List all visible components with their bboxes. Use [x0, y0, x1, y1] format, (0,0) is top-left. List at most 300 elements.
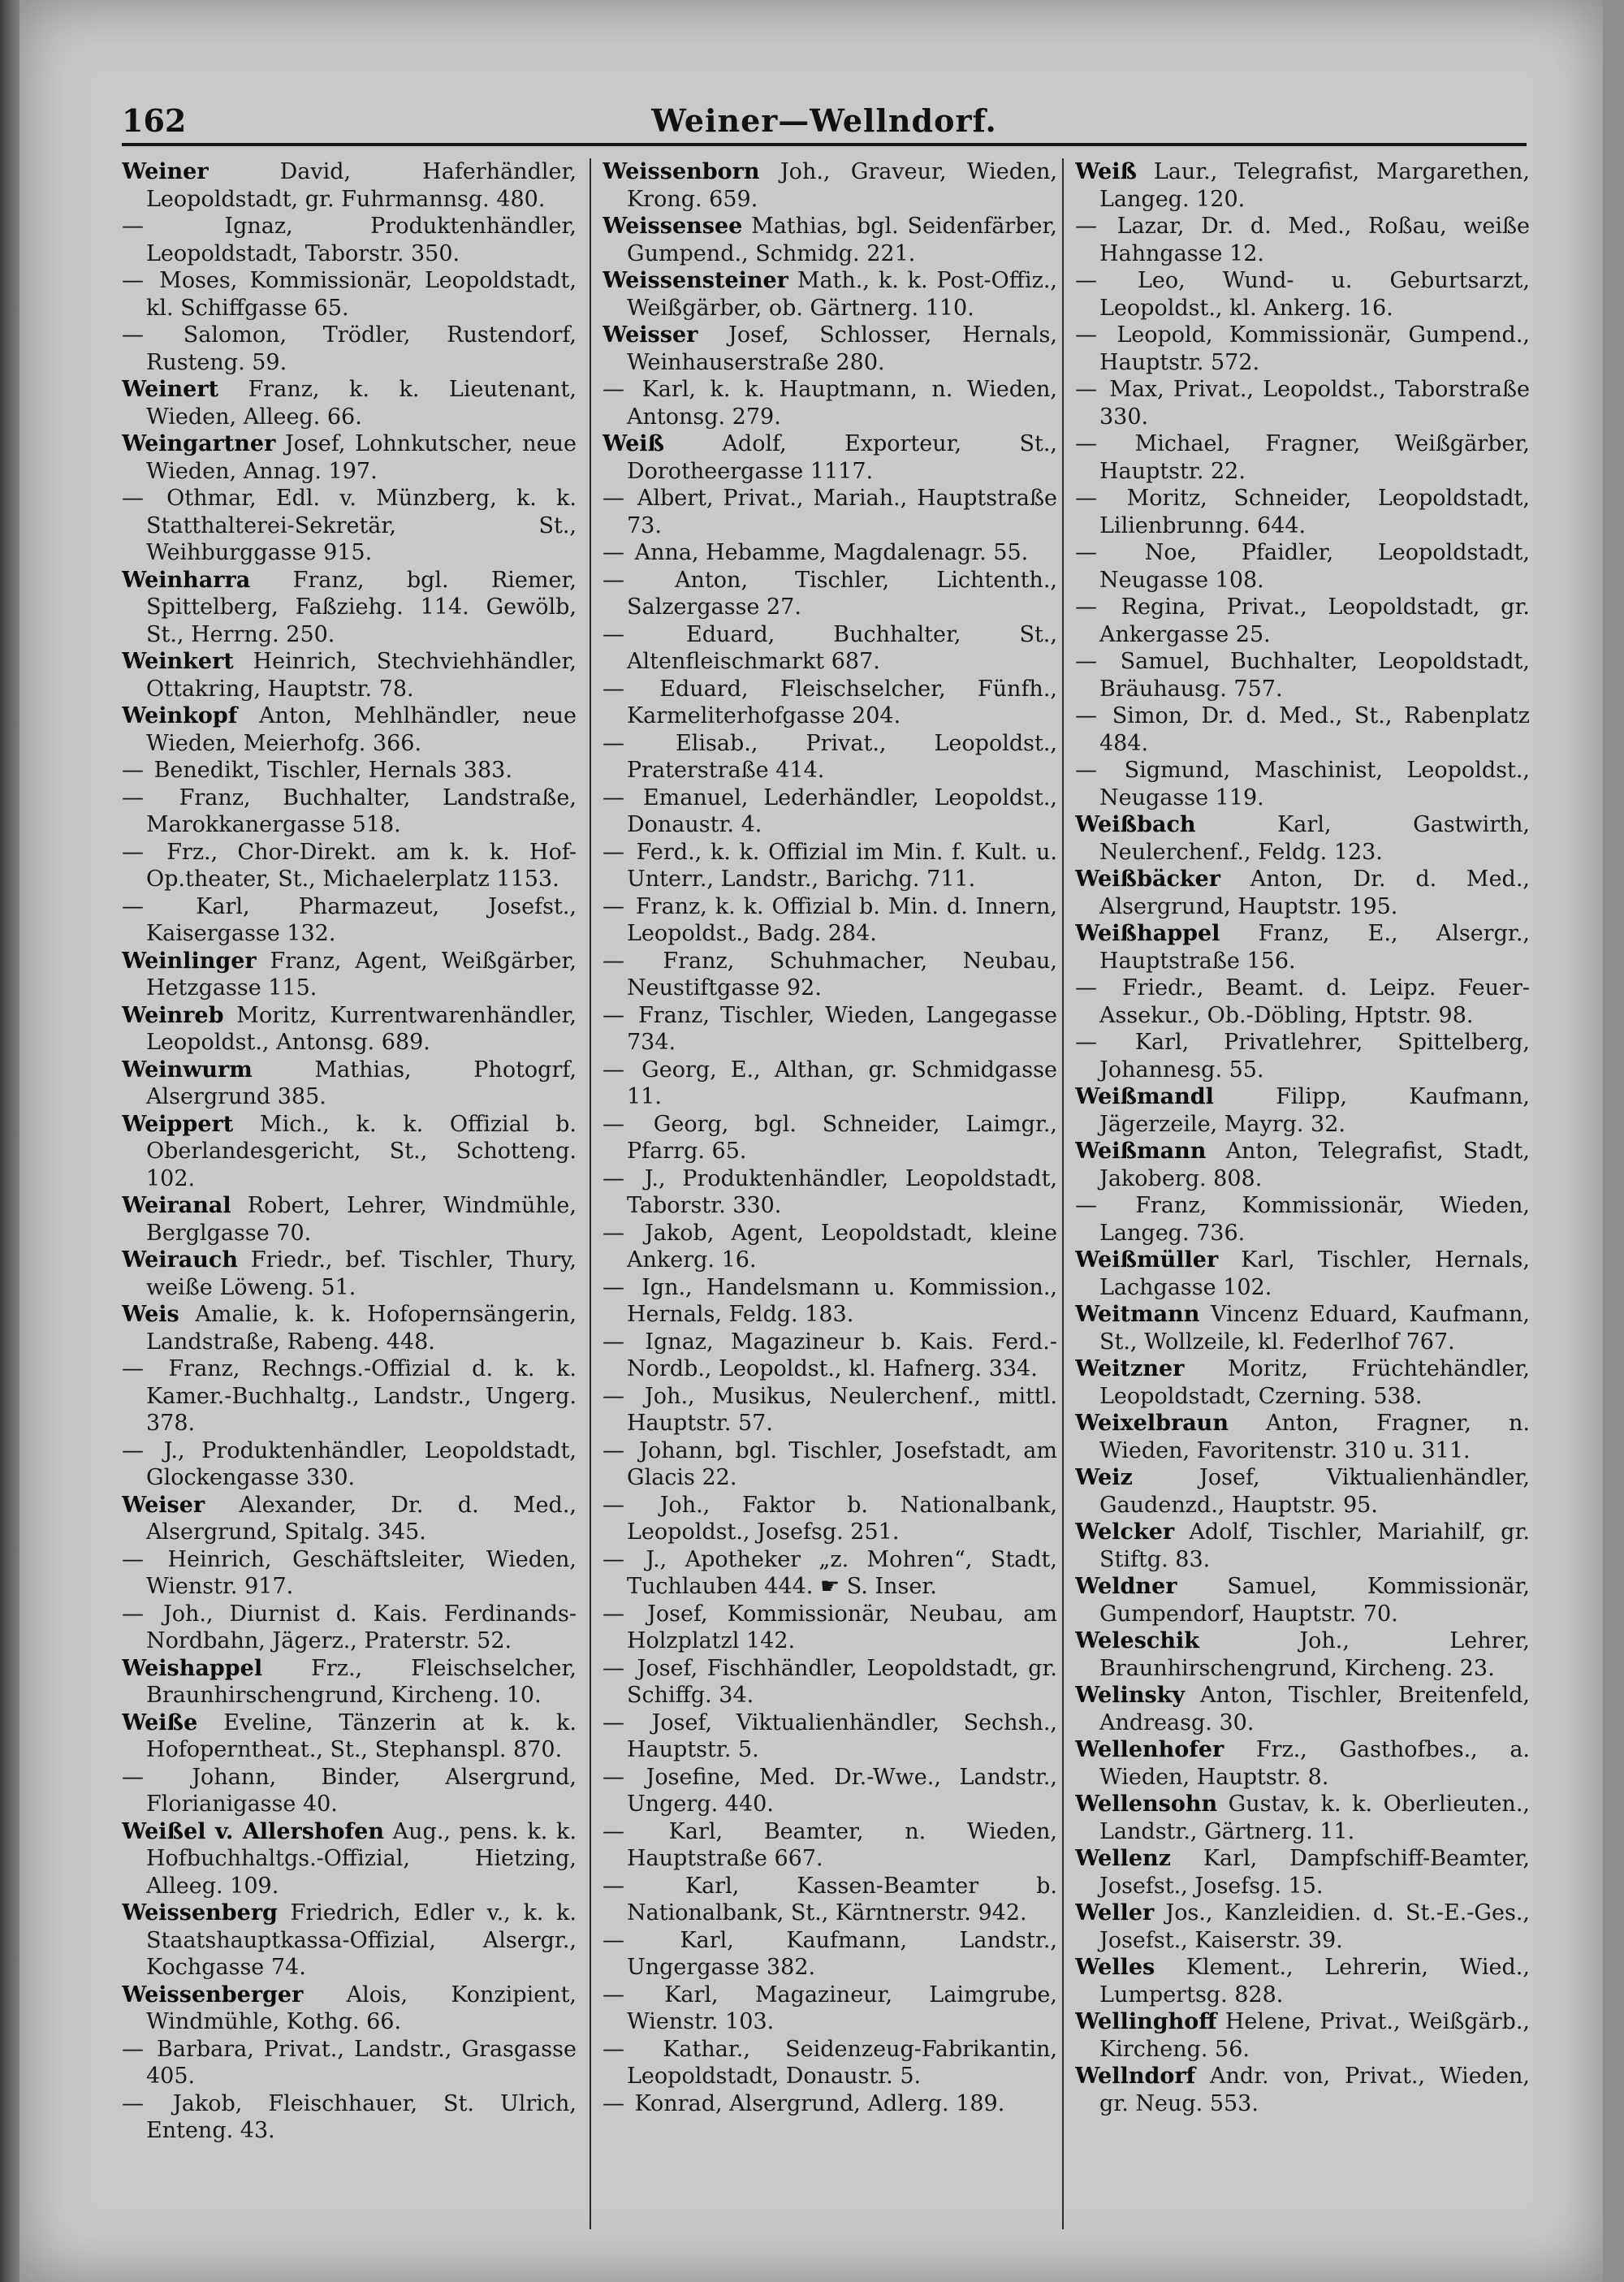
entry-details: Samuel, Buchhalter, Leopoldstadt, Bräuhausg. 757. [1099, 649, 1530, 702]
entry-details: Moritz, Kurrentwarenhändler, Leopoldst., Antonsg. 689. [146, 1002, 577, 1055]
directory-entry [1075, 158, 1530, 213]
entry-details: Mich., k. k. Offizial b. Oberlandesgericht, St., Schotteng. 102. [146, 1111, 577, 1191]
directory-entry [603, 948, 1057, 1002]
directory-entry [603, 322, 1057, 376]
ditto-dash: — [603, 1927, 624, 1953]
entry-details: Alexander, Dr. d. Med., Alsergrund, Spitalg. 345. [146, 1492, 577, 1545]
entry-surname: Weingartner [122, 431, 276, 456]
entry-details: Franz, Rechngs.-Offizial d. k. k. Kamer.-Buchhaltg., Landstr., Ungerg. 378. [146, 1356, 577, 1436]
directory-entry [603, 1383, 1057, 1437]
directory-entry [122, 1655, 577, 1709]
entry-surname: Weis [122, 1302, 179, 1327]
ditto-dash: — [1075, 486, 1097, 511]
ditto-dash: — [603, 839, 624, 865]
directory-entry [603, 1546, 1057, 1601]
directory-entry [603, 784, 1057, 839]
directory-entry [1075, 648, 1530, 702]
entry-details: Lazar, Dr. d. Med., Roßau, weiße Hahngasse 12. [1099, 214, 1530, 266]
ditto-dash: — [122, 2090, 144, 2116]
entry-surname: Weissenberg [122, 1900, 278, 1925]
directory-entry [122, 1492, 577, 1546]
directory-entry [603, 567, 1057, 621]
entry-surname: Weißhappel [1075, 921, 1220, 946]
ditto-dash: — [1075, 268, 1097, 293]
entry-details: Josef, Lohnkutscher, neue Wieden, Annag. 197. [146, 431, 577, 484]
entry-details: Franz, k. k. Offizial b. Min. d. Innern, Leopoldst., Badg. 284. [627, 893, 1057, 946]
entry-surname: Welcker [1075, 1519, 1175, 1545]
ditto-dash: — [603, 676, 624, 702]
ditto-dash: — [122, 2036, 144, 2062]
entry-surname: Weitmann [1075, 1302, 1200, 1327]
entry-surname: Weissenberger [122, 1982, 304, 2008]
column-2 [603, 158, 1057, 2245]
ditto-dash: — [603, 1329, 624, 1355]
directory-entry [1075, 430, 1530, 485]
directory-entry [122, 2090, 577, 2145]
entry-details: Franz, k. k. Lieutenant, Wieden, Alleeg. 66. [146, 377, 577, 430]
directory-entry [1075, 322, 1530, 376]
directory-entry [603, 730, 1057, 784]
directory-entry [603, 1818, 1057, 1873]
entry-details: Benedikt, Tischler, Hernals 383. [153, 758, 512, 783]
directory-entry [603, 485, 1057, 539]
entry-details: Ignaz, Magazineur b. Kais. Ferd.-Nordb., Leopoldst., kl. Hafnerg. 334. [627, 1329, 1057, 1381]
entry-surname: Weirauch [122, 1247, 238, 1273]
entry-details: Anna, Hebamme, Magdalenagr. 55. [634, 540, 1029, 565]
entry-details: Aug., pens. k. k. Hofbuchhaltgs.-Offizial, Hietzing, Alleeg. 109. [146, 1818, 577, 1899]
entry-details: Georg, bgl. Schneider, Laimgr., Pfarrg. 65. [627, 1111, 1057, 1164]
entry-details: Jakob, Fleischhauer, St. Ulrich, Enteng. 43. [146, 2090, 577, 2143]
entry-details: Anton, Fragner, n. Wieden, Favoritenstr. 310 u. 311. [1099, 1411, 1530, 1463]
entry-surname: Weinert [122, 377, 219, 402]
ditto-dash: — [603, 784, 624, 810]
entry-details: Friedr., bef. Tischler, Thury, weiße Löweng. 51. [146, 1247, 577, 1300]
entry-surname: Weippert [122, 1111, 234, 1137]
ditto-dash: — [603, 1492, 624, 1518]
ditto-dash: — [603, 540, 624, 565]
entry-details: Leo, Wund- u. Geburtsarzt, Leopoldst., kl. Ankerg. 16. [1099, 268, 1530, 321]
ditto-dash: — [1075, 703, 1097, 728]
directory-entry [1075, 1029, 1530, 1083]
directory-entry [122, 158, 577, 213]
directory-entry [603, 1274, 1057, 1329]
directory-entry [122, 893, 577, 948]
entry-details: Klement., Lehrerin, Wied., Lumpertsg. 828. [1099, 1955, 1530, 2008]
ditto-dash: — [122, 1601, 144, 1627]
entry-details: Franz, E., Alsergr., Hauptstraße 156. [1099, 921, 1530, 974]
entry-details: Laur., Telegrafist, Margarethen, Langeg. 120. [1099, 159, 1530, 212]
directory-entry [122, 267, 577, 322]
entry-surname: Weldner [1075, 1574, 1177, 1599]
entry-details: Moritz, Schneider, Leopoldstadt, Lilienbrunng. 644. [1099, 486, 1530, 538]
directory-entry [603, 1873, 1057, 1927]
ditto-dash: — [122, 1764, 144, 1790]
directory-entry [1075, 594, 1530, 648]
entry-details: J., Produktenhändler, Leopoldstadt, Glockengasse 330. [146, 1437, 577, 1490]
ditto-dash: — [122, 1546, 144, 1572]
ditto-dash: — [122, 1437, 144, 1463]
entry-details: Josef, Viktualienhändler, Sechsh., Hauptstr. 5. [627, 1709, 1057, 1762]
entry-details: Franz, Tischler, Wieden, Langegasse 734. [627, 1002, 1057, 1055]
entry-details: Karl, k. k. Hauptmann, n. Wieden, Antonsg. 279. [627, 377, 1057, 430]
ditto-dash: — [603, 621, 624, 647]
entry-details: Karl, Kaufmann, Landstr., Ungergasse 382. [627, 1927, 1057, 1980]
directory-entry [603, 2090, 1057, 2118]
ditto-dash: — [1075, 377, 1097, 402]
entry-details: Eveline, Tänzerin at k. k. Hofoperntheat., St., Stephanspl. 870. [146, 1709, 577, 1762]
directory-entry [122, 376, 577, 430]
directory-entry [1075, 2063, 1530, 2117]
directory-entry [122, 1192, 577, 1247]
entry-details: Salomon, Trödler, Rustendorf, Rusteng. 59. [146, 322, 577, 375]
directory-entry [1075, 1355, 1530, 1410]
directory-entry [603, 1982, 1057, 2036]
entry-details: Gustav, k. k. Oberlieuten., Landstr., Gärtnerg. 11. [1099, 1791, 1530, 1844]
directory-entry [122, 1057, 577, 1111]
entry-surname: Weinkopf [122, 703, 238, 728]
directory-entry [1075, 213, 1530, 267]
entry-details: Eduard, Fleischselcher, Fünfh., Karmeliterhofgasse 204. [627, 676, 1057, 728]
directory-entry [122, 948, 577, 1002]
ditto-dash: — [603, 2090, 624, 2116]
ditto-dash: — [603, 893, 624, 919]
ditto-dash: — [122, 839, 144, 865]
entry-details: Ign., Handelsmann u. Kommission., Hernals, Feldg. 183. [627, 1274, 1057, 1327]
directory-entry [1075, 1736, 1530, 1791]
ditto-dash: — [603, 1982, 624, 2008]
ditto-dash: — [122, 893, 144, 919]
entry-details: Moritz, Früchtehändler, Leopoldstadt, Czerning. 538. [1099, 1356, 1530, 1409]
ditto-dash: — [603, 1655, 624, 1681]
directory-entry [1075, 1900, 1530, 1954]
entry-details: Anton, Dr. d. Med., Alsergrund, Hauptstr. 195. [1099, 867, 1530, 919]
directory-entry [122, 1900, 577, 1982]
ditto-dash: — [603, 1818, 624, 1844]
directory-entry [122, 1709, 577, 1764]
entry-details: Joh., Graveur, Wieden, Krong. 659. [627, 159, 1057, 212]
entry-surname: Weissenborn [603, 159, 760, 184]
directory-entry [122, 1982, 577, 2036]
directory-entry [122, 2036, 577, 2090]
entry-details: Alois, Konzipient, Windmühle, Kothg. 66. [146, 1982, 577, 2034]
entry-surname: Welles [1075, 1955, 1155, 1980]
directory-entry [122, 1247, 577, 1301]
entry-surname: Weissensee [603, 214, 743, 239]
ditto-dash: — [1075, 594, 1097, 620]
directory-entry [603, 1492, 1057, 1546]
directory-entry [122, 784, 577, 839]
directory-entry [122, 567, 577, 649]
directory-entry [603, 430, 1057, 485]
entry-details: Regina, Privat., Leopoldstadt, gr. Ankergasse 25. [1099, 594, 1530, 647]
directory-entry [1075, 1573, 1530, 1627]
entry-surname: Weller [1075, 1900, 1155, 1925]
entry-surname: Weiße [122, 1709, 198, 1735]
ditto-dash: — [603, 2036, 624, 2062]
directory-entry [122, 1546, 577, 1601]
ditto-dash: — [603, 1274, 624, 1300]
entry-details: Ignaz, Produktenhändler, Leopoldstadt, Taborstr. 350. [146, 214, 577, 266]
entry-details: Heinrich, Stechviehhändler, Ottakring, Hauptstr. 78. [146, 649, 577, 702]
ditto-dash: — [1075, 322, 1097, 348]
directory-entry [1075, 1682, 1530, 1736]
directory-entry [603, 621, 1057, 676]
entry-details: Elisab., Privat., Leopoldst., Praterstraße 414. [627, 730, 1057, 783]
page-number: 162 [122, 102, 187, 139]
directory-entry [603, 839, 1057, 893]
entry-surname: Weisser [603, 322, 698, 348]
ditto-dash: — [1075, 975, 1097, 1001]
entry-details: Friedr., Beamt. d. Leipz. Feuer-Assekur., Ob.-Döbling, Hptstr. 98. [1099, 975, 1530, 1028]
entry-surname: Weleschik [1075, 1628, 1199, 1653]
entry-details: Franz, Kommissionär, Wieden, Langeg. 736. [1099, 1193, 1530, 1246]
entry-surname: Weißmüller [1075, 1247, 1219, 1273]
directory-entry [603, 1329, 1057, 1383]
entry-details: Michael, Fragner, Weißgärber, Hauptstr. 22. [1099, 431, 1530, 484]
entry-surname: Weixelbraun [1075, 1411, 1229, 1436]
entry-details: Franz, Schuhmacher, Neubau, Neustiftgasse 92. [627, 948, 1057, 1001]
directory-entry [1075, 1410, 1530, 1464]
directory-entry [122, 757, 577, 784]
column-divider [590, 158, 591, 2229]
header-rule [122, 143, 1527, 146]
directory-entry [603, 158, 1057, 213]
entry-details: Frz., Fleischselcher, Braunhirschengrund, Kircheng. 10. [146, 1655, 577, 1708]
entry-details: Robert, Lehrer, Windmühle, Berglgasse 70. [146, 1193, 577, 1246]
entry-details: Joh., Faktor b. Nationalbank, Leopoldst., Josefsg. 251. [627, 1492, 1057, 1545]
ditto-dash: — [1075, 649, 1097, 674]
directory-entry [122, 322, 577, 376]
entry-details: Max, Privat., Leopoldst., Taborstraße 330. [1099, 377, 1530, 430]
directory-entry [122, 1601, 577, 1655]
entry-details: Albert, Privat., Mariah., Hauptstraße 73. [627, 486, 1057, 538]
directory-entry [603, 1927, 1057, 1982]
directory-entry [122, 702, 577, 757]
entry-details: Barbara, Privat., Landstr., Grasgasse 405. [146, 2036, 577, 2089]
entry-surname: Weissensteiner [603, 268, 788, 293]
directory-entry [1075, 1954, 1530, 2008]
entry-details: Filipp, Kaufmann, Jägerzeile, Mayrg. 32. [1099, 1084, 1530, 1137]
directory-entry [1075, 267, 1530, 322]
entry-details: Frz., Chor-Direkt. am k. k. Hof-Op.theater, St., Michaelerplatz 1153. [146, 839, 577, 892]
ditto-dash: — [1075, 431, 1097, 456]
ditto-dash: — [603, 1709, 624, 1735]
entry-details: Adolf, Tischler, Mariahilf, gr. Stiftg. 83. [1099, 1519, 1530, 1572]
directory-entry [603, 1111, 1057, 1165]
column-divider [1062, 158, 1064, 2229]
entry-details: Andr. von, Privat., Wieden, gr. Neug. 553. [1099, 2064, 1530, 2116]
entry-details: Johann, Binder, Alsergrund, Florianigasse 40. [146, 1764, 577, 1817]
directory-entry [1075, 1627, 1530, 1682]
directory-entry [603, 376, 1057, 430]
entry-details: Ferd., k. k. Offizial im Min. f. Kult. u. Unterr., Landstr., Barichg. 711. [627, 839, 1057, 892]
directory-columns [122, 158, 1530, 2245]
ditto-dash: — [122, 1356, 144, 1381]
ditto-dash: — [603, 1601, 624, 1627]
directory-entry [603, 1220, 1057, 1274]
entry-details: Karl, Tischler, Hernals, Lachgasse 102. [1099, 1247, 1530, 1300]
entry-details: Math., k. k. Post-Offiz., Weißgärber, ob. Gärtnerg. 110. [627, 268, 1057, 321]
entry-details: Mathias, Photogrf, Alsergrund 385. [146, 1057, 577, 1109]
directory-entry [1075, 1083, 1530, 1138]
directory-entry [122, 1111, 577, 1193]
entry-details: Karl, Magazineur, Laimgrube, Wienstr. 103. [627, 1982, 1057, 2034]
entry-details: Mathias, bgl. Seidenfärber, Gumpend., Schmidg. 221. [627, 214, 1057, 266]
entry-details: Jos., Kanzleidien. d. St.-E.-Ges., Josefst., Kaiserstr. 39. [1099, 1900, 1530, 1953]
directory-entry [1075, 811, 1530, 866]
directory-entry [1075, 485, 1530, 539]
book-binding-edge [0, 0, 19, 2282]
directory-entry [122, 1002, 577, 1057]
directory-entry [1075, 757, 1530, 811]
directory-entry [122, 1764, 577, 1818]
directory-entry [122, 839, 577, 893]
directory-entry [603, 676, 1057, 730]
entry-details: Friedrich, Edler v., k. k. Staatshauptkassa-Offizial, Alsergr., Kochgasse 74. [146, 1900, 577, 1980]
page-header [122, 97, 1527, 146]
entry-details: Anton, Tischler, Breitenfeld, Andreasg. 30. [1099, 1683, 1530, 1735]
directory-entry [603, 1655, 1057, 1709]
ditto-dash: — [1075, 758, 1097, 783]
directory-entry [603, 1764, 1057, 1818]
ditto-dash: — [122, 268, 144, 293]
entry-surname: Weitzner [1075, 1356, 1185, 1381]
entry-surname: Weinlinger [122, 948, 257, 974]
ditto-dash: — [603, 1546, 624, 1572]
entry-details: J., Produktenhändler, Leopoldstadt, Taborstr. 330. [627, 1165, 1057, 1218]
ditto-dash: — [603, 1111, 624, 1137]
directory-entry [603, 267, 1057, 322]
directory-entry [1075, 975, 1530, 1029]
directory-entry [603, 1437, 1057, 1492]
entry-details: Karl, Gastwirth, Neulerchenf., Feldg. 123. [1099, 812, 1530, 865]
entry-details: Franz, Agent, Weißgärber, Hetzgasse 115. [146, 948, 577, 1001]
directory-entry [603, 1165, 1057, 1220]
entry-surname: Weiß [1075, 159, 1138, 184]
ditto-dash: — [122, 784, 144, 810]
entry-details: Johann, bgl. Tischler, Josefstadt, am Glacis 22. [627, 1437, 1057, 1490]
entry-details: Othmar, Edl. v. Münzberg, k. k. Statthalterei-Sekretär, St., Weihburggasse 915. [146, 486, 577, 565]
entry-surname: Weißmann [1075, 1139, 1207, 1164]
entry-surname: Weißmandl [1075, 1084, 1214, 1109]
column-1 [122, 158, 577, 2245]
entry-details: Sigmund, Maschinist, Leopoldst., Neugasse 119. [1099, 758, 1530, 810]
entry-details: Georg, E., Althan, gr. Schmidgasse 11. [627, 1057, 1057, 1109]
entry-surname: Wellenz [1075, 1846, 1171, 1871]
directory-entry [122, 1355, 577, 1437]
entry-surname: Wellndorf [1075, 2064, 1196, 2089]
entry-details: Eduard, Buchhalter, St., Altenfleischmarkt 687. [627, 621, 1057, 674]
directory-entry [603, 1002, 1057, 1057]
ditto-dash: — [603, 1057, 624, 1083]
ditto-dash: — [603, 1220, 624, 1246]
directory-entry [603, 539, 1057, 567]
directory-entry [603, 2036, 1057, 2090]
directory-entry [603, 213, 1057, 267]
ditto-dash: — [1075, 540, 1097, 565]
entry-surname: Weißel v. Allershofen [122, 1818, 384, 1844]
directory-entry [1075, 376, 1530, 430]
directory-entry [1075, 702, 1530, 757]
ditto-dash: — [122, 758, 144, 783]
entry-surname: Weiß [603, 431, 665, 456]
entry-details: Franz, Buchhalter, Landstraße, Marokkanergasse 518. [146, 784, 577, 837]
entry-details: Leopold, Kommissionär, Gumpend., Hauptstr. 572. [1099, 322, 1530, 375]
directory-entry [122, 648, 577, 702]
running-title: Weiner—Wellndorf. [651, 102, 997, 139]
entry-details: Josef, Schlosser, Hernals, Weinhauserstraße 280. [627, 322, 1057, 375]
ditto-dash: — [603, 377, 624, 402]
ditto-dash: — [603, 948, 624, 974]
entry-details: Adolf, Exporteur, St., Dorotheergasse 1117. [627, 431, 1057, 484]
directory-entry [1075, 1845, 1530, 1900]
entry-details: Karl, Privatlehrer, Spittelberg, Johannesg. 55. [1099, 1030, 1530, 1083]
entry-surname: Weißbach [1075, 812, 1196, 837]
entry-surname: Weiser [122, 1492, 205, 1518]
entry-surname: Weiranal [122, 1193, 231, 1218]
entry-details: Anton, Telegrafist, Stadt, Jakoberg. 808. [1099, 1139, 1530, 1191]
entry-details: Jakob, Agent, Leopoldstadt, kleine Ankerg. 16. [627, 1220, 1057, 1273]
entry-details: Anton, Mehlhändler, neue Wieden, Meierhofg. 366. [146, 703, 577, 756]
entry-details: Samuel, Kommissionär, Gumpendorf, Hauptstr. 70. [1099, 1574, 1530, 1627]
directory-entry [1075, 1247, 1530, 1301]
directory-entry [1075, 1519, 1530, 1573]
directory-entry [122, 1301, 577, 1355]
entry-surname: Welinsky [1075, 1683, 1186, 1708]
ditto-dash: — [603, 1002, 624, 1028]
entry-details: Karl, Dampfschiff-Beamter, Josefst., Josefsg. 15. [1099, 1846, 1530, 1899]
entry-details: J., Apotheker „z. Mohren“, Stadt, Tuchlauben 444. ☛ S. Inser. [627, 1546, 1057, 1599]
entry-surname: Weiz [1075, 1465, 1133, 1490]
directory-entry [122, 485, 577, 567]
entry-surname: Weishappel [122, 1655, 263, 1681]
directory-entry [603, 893, 1057, 948]
entry-details: Karl, Pharmazeut, Josefst., Kaisergasse 132. [146, 893, 577, 946]
entry-details: Konrad, Alsergrund, Adlerg. 189. [634, 2090, 1005, 2116]
entry-details: Vincenz Eduard, Kaufmann, St., Wollzeile, kl. Federlhof 767. [1099, 1302, 1530, 1355]
entry-details: Joh., Lehrer, Braunhirschengrund, Kircheng. 23. [1099, 1628, 1530, 1681]
directory-entry [1075, 866, 1530, 920]
directory-entry [1075, 920, 1530, 975]
ditto-dash: — [1075, 214, 1097, 239]
directory-entry [603, 1057, 1057, 1111]
entry-details: Simon, Dr. d. Med., St., Rabenplatz 484. [1099, 703, 1530, 756]
entry-surname: Weinreb [122, 1002, 224, 1028]
entry-details: Josef, Kommissionär, Neubau, am Holzplatzl 142. [627, 1601, 1057, 1653]
ditto-dash: — [603, 1165, 624, 1191]
entry-details: Helene, Privat., Weißgärb., Kircheng. 56. [1099, 2009, 1530, 2062]
ditto-dash: — [122, 322, 144, 348]
entry-details: Franz, bgl. Riemer, Spittelberg, Faßziehg. 114. Gewölb, St., Herrng. 250. [146, 567, 577, 647]
ditto-dash: — [603, 730, 624, 756]
directory-entry [1075, 1138, 1530, 1192]
directory-entry [1075, 1791, 1530, 1845]
ditto-dash: — [603, 486, 624, 511]
directory-entry [122, 430, 577, 485]
directory-entry [1075, 2008, 1530, 2063]
entry-surname: Weinharra [122, 567, 251, 593]
entry-surname: Wellinghoff [1075, 2009, 1217, 2034]
entry-details: Josef, Fischhändler, Leopoldstadt, gr. Schiffg. 34. [627, 1655, 1057, 1708]
entry-surname: Weiner [122, 159, 209, 184]
entry-details: Frz., Gasthofbes., a. Wieden, Hauptstr. 8. [1099, 1737, 1530, 1790]
ditto-dash: — [1075, 1193, 1097, 1218]
entry-details: David, Haferhändler, Leopoldstadt, gr. Fuhrmannsg. 480. [146, 159, 577, 212]
entry-details: Amalie, k. k. Hofopernsängerin, Landstraße, Rabeng. 448. [146, 1302, 577, 1355]
ditto-dash: — [603, 1764, 624, 1790]
directory-entry [122, 213, 577, 267]
directory-entry [122, 1437, 577, 1492]
